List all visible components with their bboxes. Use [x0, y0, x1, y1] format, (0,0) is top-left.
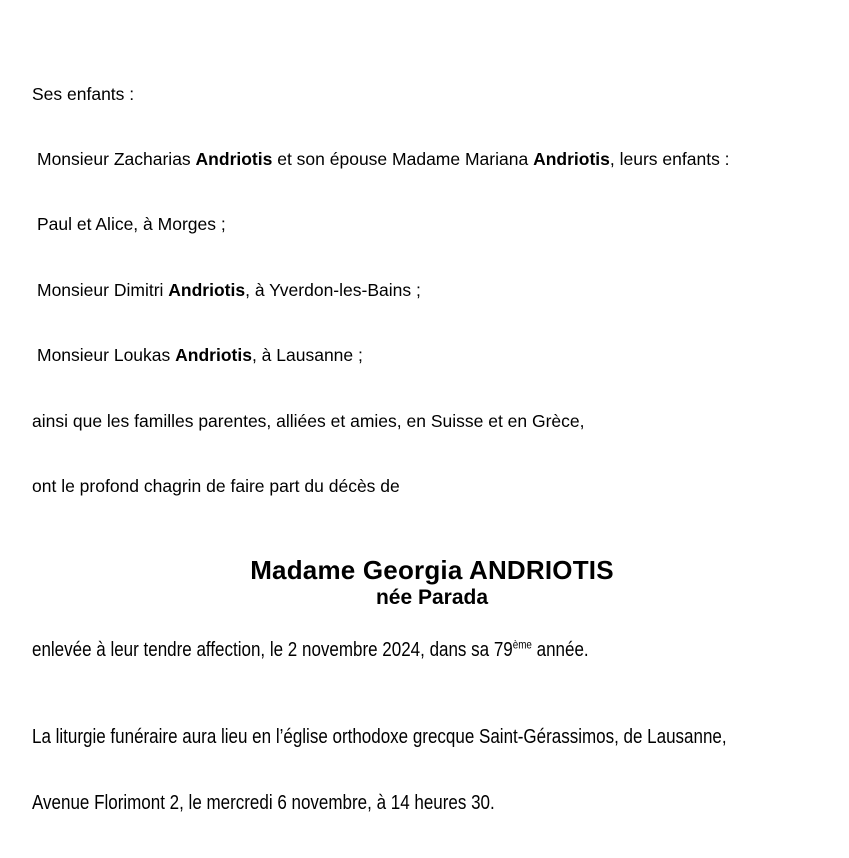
ceremony-paragraph [32, 682, 727, 858]
intro-text: , à Yverdon-les-Bains ; [245, 279, 421, 300]
family-intro-block [32, 40, 832, 541]
intro-line-son-zacharias [32, 149, 832, 171]
deceased-name: Madame Georgia ANDRIOTIS [250, 555, 614, 586]
family-name: Andriotis [533, 148, 610, 169]
intro-text: Monsieur Loukas [37, 345, 176, 366]
intro-text: Monsieur Dimitri [37, 279, 169, 300]
family-name: Andriotis [175, 345, 252, 366]
maiden-name: née Parada [375, 586, 489, 610]
intro-text: et son épouse Madame Mariana [272, 148, 534, 169]
passing-text: enlevée à leur tendre affection, le 2 novembre 2024, dans sa 79 [32, 639, 513, 662]
notice-content [32, 40, 832, 858]
intro-text: ont le profond chagrin de faire part du décès de [32, 475, 400, 496]
intro-line-sorrow [32, 476, 832, 498]
intro-text: Monsieur Zacharias [37, 148, 196, 169]
ordinal-superscript: ème [512, 638, 532, 652]
intro-text: Paul et Alice, à Morges ; [37, 214, 226, 235]
intro-line-son-loukas [32, 345, 832, 367]
intro-text: Ses enfants : [32, 83, 135, 104]
family-name: Andriotis [195, 148, 273, 169]
intro-line-families [32, 411, 832, 433]
passing-text: année. [531, 639, 589, 662]
family-name: Andriotis [168, 279, 246, 300]
passing-paragraph [32, 639, 712, 661]
intro-line-heading [32, 84, 832, 106]
intro-text: , à Lausanne ; [251, 345, 363, 366]
intro-line-son-dimitri [32, 280, 832, 302]
intro-text: ainsi que les familles parentes, alliées et amies, en Suisse et en Grèce, [32, 410, 585, 431]
deceased-title-block [32, 555, 832, 611]
death-notice-page [0, 40, 849, 815]
ceremony-line-church: La liturgie funéraire aura lieu en l’église orthodoxe grecque Saint-Gérassimos, de Lausanne, [32, 726, 727, 749]
intro-text: , leurs enfants : [609, 148, 730, 169]
intro-line-grandchildren [32, 214, 832, 236]
ceremony-line-address-time: Avenue Florimont 2, le mercredi 6 novembre, à 14 heures 30. [32, 792, 495, 815]
